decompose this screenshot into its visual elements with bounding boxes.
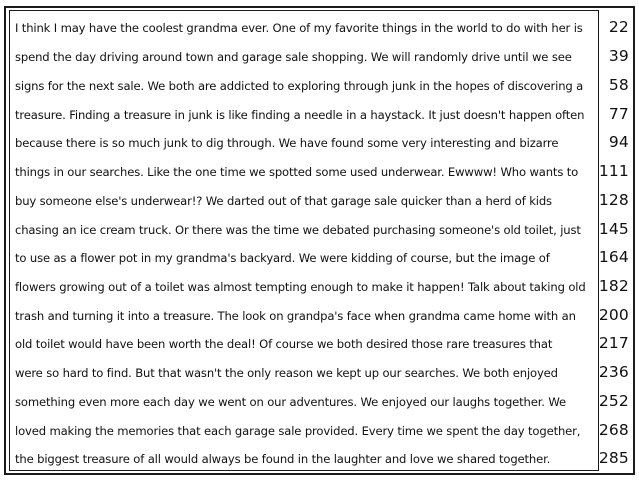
cumulative-word-count: 128: [598, 191, 629, 209]
cumulative-word-count: 94: [608, 133, 629, 151]
passage-line: loved making the memories that each garage sale provided. Every time we spent the day together,: [15, 424, 581, 438]
reading-passage-sheet: [4, 6, 635, 475]
passage-line: old toilet would have been worth the deal! Of course we both desired those rare treasures that: [15, 337, 553, 351]
cumulative-word-count: 22: [608, 18, 629, 36]
cumulative-word-count: 58: [608, 76, 629, 94]
cumulative-word-count: 285: [598, 449, 629, 467]
passage-line: things in our searches. Like the one time we spotted some used underwear. Ewwww! Who wants to: [15, 165, 579, 179]
passage-line: signs for the next sale. We both are addicted to exploring through junk in the hopes of discovering a: [15, 79, 584, 93]
passage-line: I think I may have the coolest grandma ever. One of my favorite things in the world to do with her is: [15, 21, 583, 35]
cumulative-word-count: 145: [598, 220, 629, 238]
passage-text-box: [9, 10, 599, 471]
cumulative-word-count: 164: [598, 248, 629, 266]
passage-line: to use as a flower pot in my grandma's backyard. We were kidding of course, but the image of: [15, 251, 550, 265]
passage-line: spend the day driving around town and garage sale shopping. We will randomly drive until we see: [15, 50, 572, 64]
cumulative-word-count: 217: [598, 334, 629, 352]
cumulative-word-count: 252: [598, 392, 629, 410]
cumulative-word-count: 268: [598, 421, 629, 439]
passage-line: were so hard to find. But that wasn't the only reason we kept up our searches. We both enjoyed: [15, 366, 558, 380]
passage-line: buy someone else's underwear!? We darted out of that garage sale quicker than a herd of kids: [15, 194, 552, 208]
passage-line: trash and turning it into a treasure. The look on grandpa's face when grandma came home with an: [15, 309, 576, 323]
passage-line: because there is so much junk to dig through. We have found some very interesting and bizarre: [15, 136, 559, 150]
passage-line: something even more each day we went on our adventures. We enjoyed our laughs together. We: [15, 395, 566, 409]
passage-line: treasure. Finding a treasure in junk is like finding a needle in a haystack. It just doesn't happen often: [15, 108, 585, 122]
passage-line: flowers growing out of a toilet was almost tempting enough to make it happen! Talk about taking old: [15, 280, 586, 294]
cumulative-word-count: 39: [608, 47, 629, 65]
cumulative-word-count: 182: [598, 277, 629, 295]
cumulative-word-count: 77: [608, 105, 629, 123]
passage-line: chasing an ice cream truck. Or there was the time we debated purchasing someone's old toilet, just: [15, 223, 581, 237]
cumulative-word-count: 200: [598, 306, 629, 324]
passage-line: the biggest treasure of all would always be found in the laughter and love we shared together.: [15, 452, 551, 466]
cumulative-word-count: 236: [598, 363, 629, 381]
cumulative-word-count: 111: [598, 162, 629, 180]
